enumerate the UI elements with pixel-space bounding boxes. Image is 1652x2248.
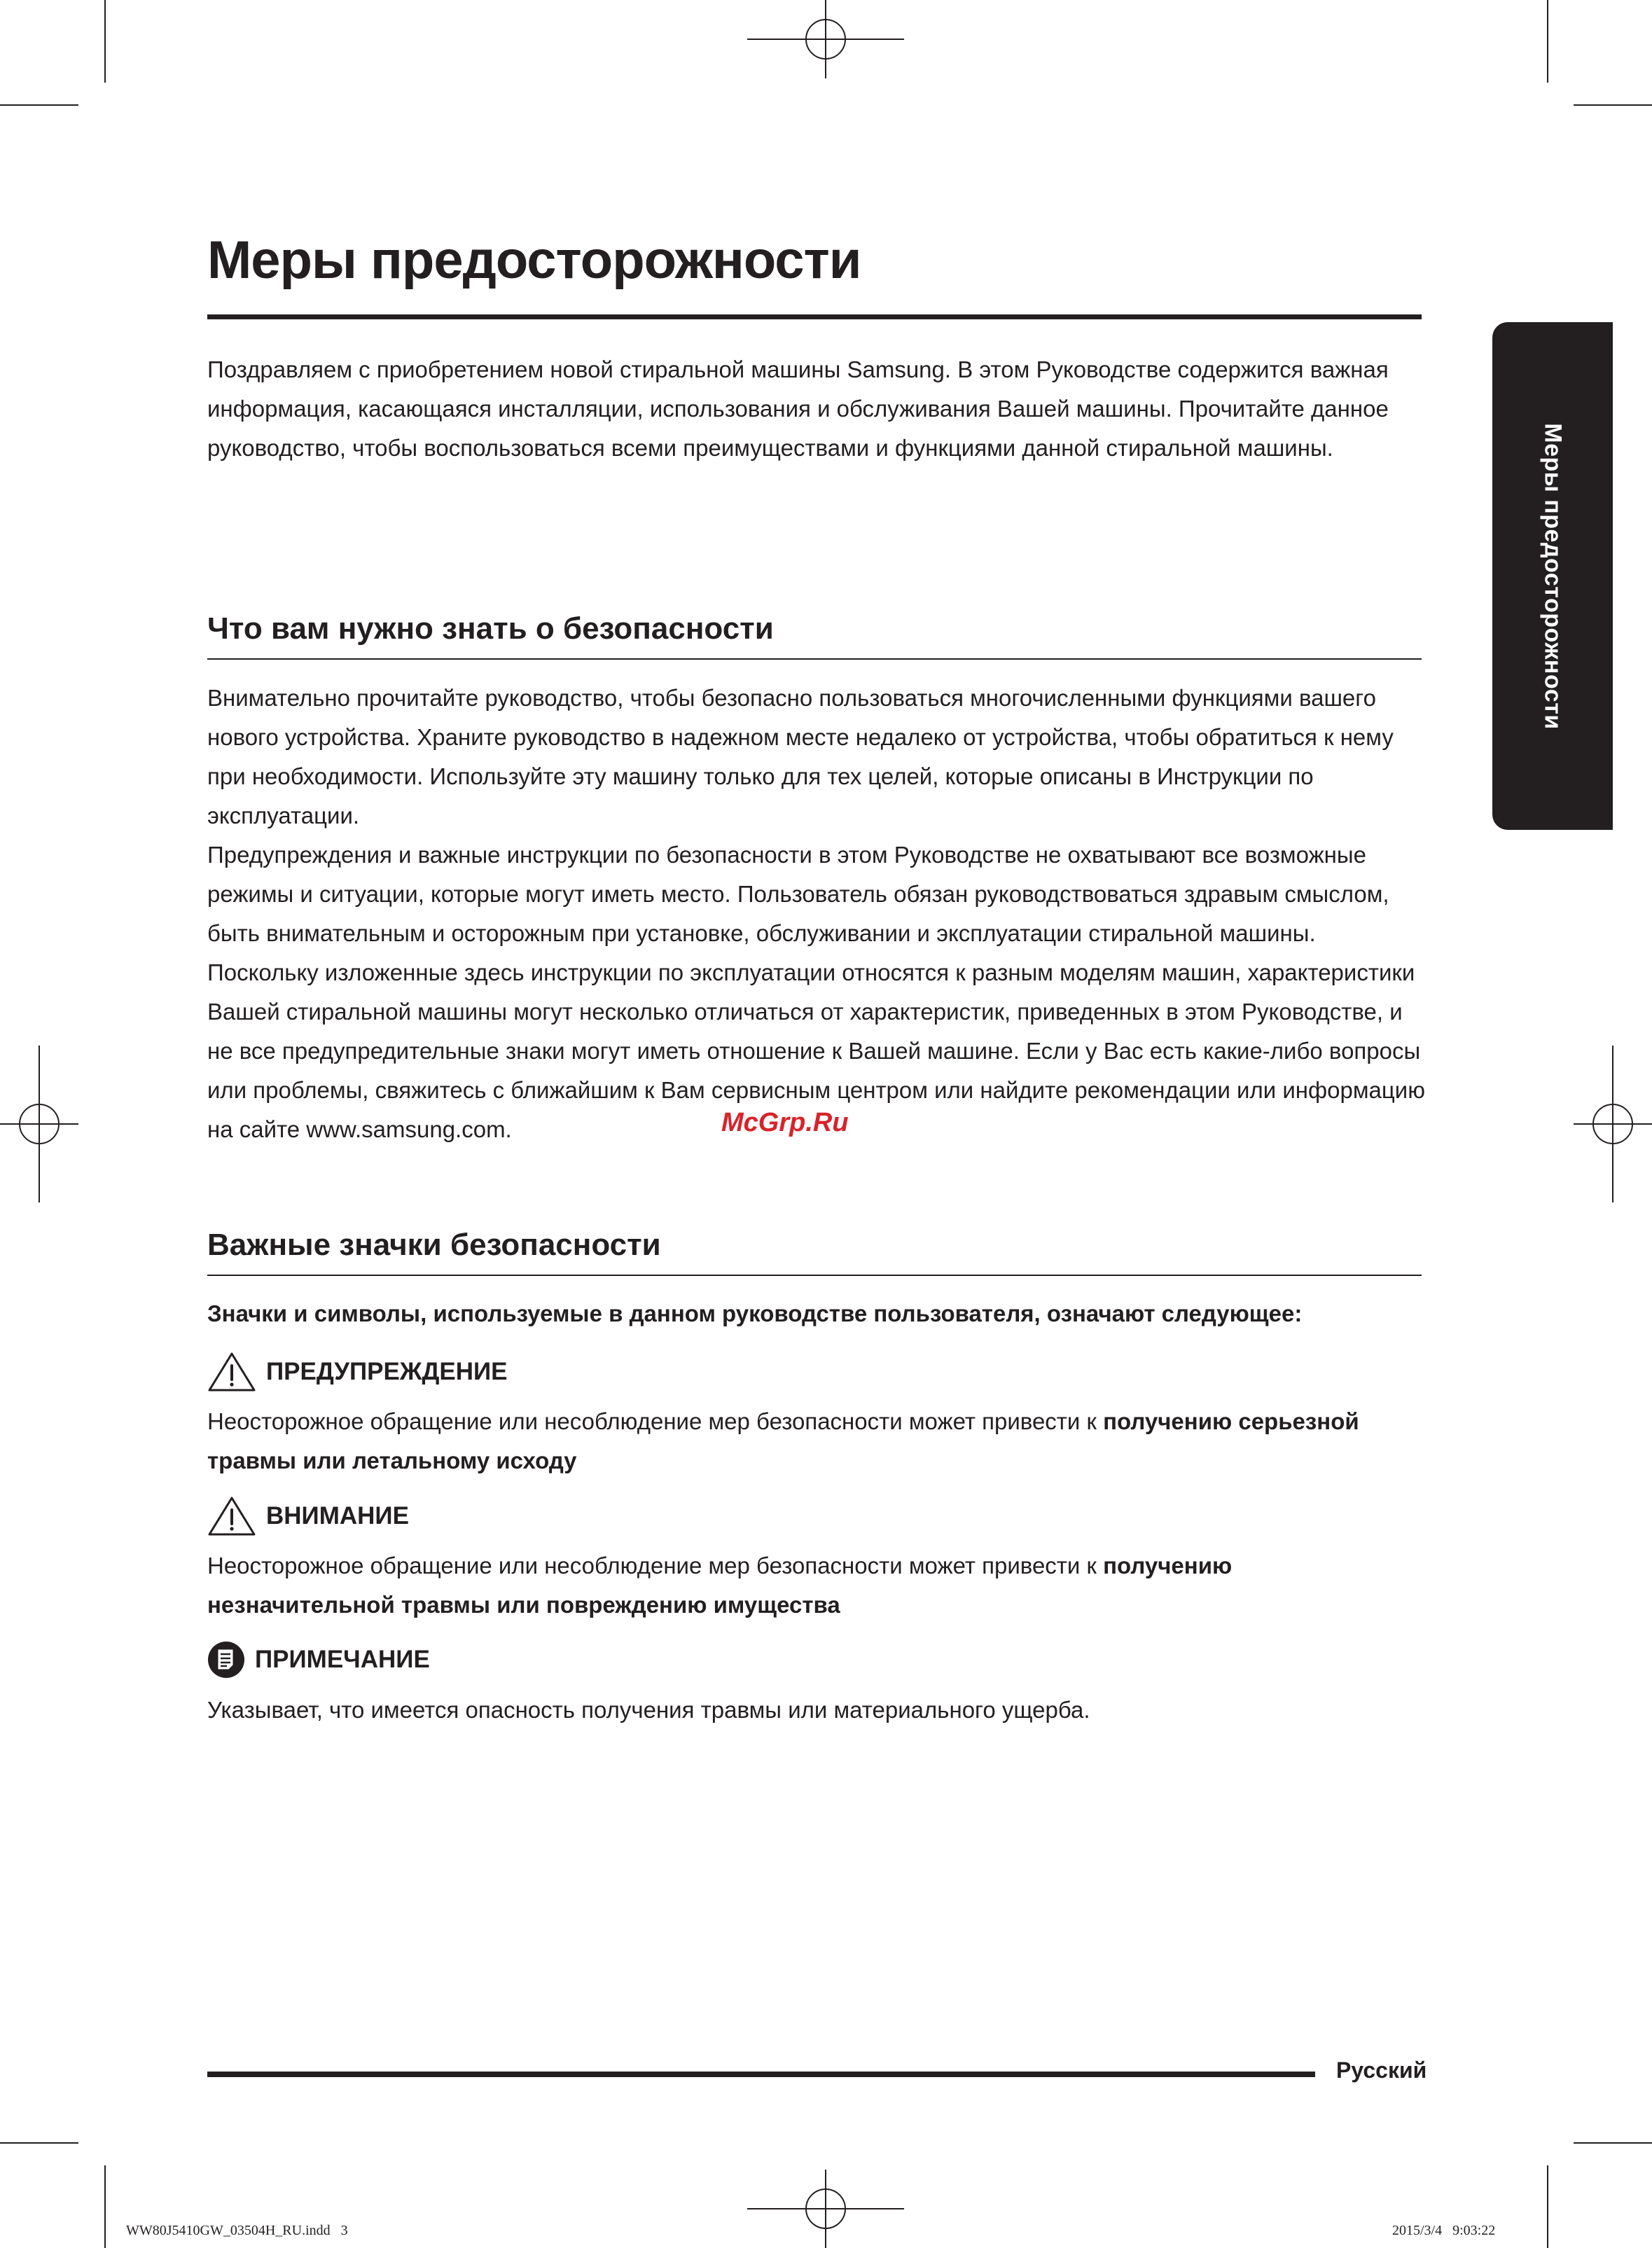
caution-text-regular: Неосторожное обращение или несоблюдение мер безопасности может привести к (207, 1553, 1104, 1579)
safety-body (207, 679, 1426, 1149)
print-slug-timestamp: 2015/3/4 9:03:22 (1392, 2223, 1496, 2238)
note-label: ПРИМЕЧАНИЕ (255, 1646, 430, 1673)
warning-label: ПРЕДУПРЕЖДЕНИЕ (266, 1358, 508, 1385)
warning-triangle-icon (207, 1352, 256, 1392)
warning-heading (207, 1352, 508, 1392)
safety-paragraph-1: Внимательно прочитайте руководство, чтобы безопасно пользоваться многочисленными функциями вашего нового устройства. Храните руководство в надежном месте недалеко от устройства, чтобы обратиться к нему при необходимости. Используйте эту машину только для тех целей, которые описаны в Инструкции по эксплуатации. (207, 685, 1394, 828)
caution-triangle-icon (207, 1496, 256, 1536)
note-heading (207, 1641, 430, 1679)
warning-text-regular: Неосторожное обращение или несоблюдение мер безопасности может привести к (207, 1408, 1104, 1434)
watermark: McGrp.Ru (721, 1108, 849, 1137)
section-heading-symbols: Важные значки безопасности (207, 1228, 661, 1262)
chapter-side-tab-label: Меры предосторожности (1539, 422, 1567, 730)
title-rule (207, 314, 1422, 319)
caution-text-bold: получению незначительной травмы или повреждению имущества (207, 1553, 1233, 1618)
safety-paragraph-3: Поскольку изложенные здесь инструкции по эксплуатации относятся к разным моделям машин, характеристики Вашей стиральной машины могут несколько отличаться от характеристик, приведенных в этом Руководстве, и не все предупредительные знаки могут иметь отношение к Вашей машине. Если у Вас есть какие-либо вопросы или проблемы, свяжитесь с ближайшим к Вам сервисным центром или найдите рекомендации или информацию на сайте www.samsung.com. (207, 959, 1425, 1142)
section-heading-safety: Что вам нужно знать о безопасности (207, 611, 774, 646)
footer-rule (207, 2072, 1315, 2077)
safety-paragraph-2: Предупреждения и важные инструкции по безопасности в этом Руководстве не охватывают все возможные режимы и ситуации, которые могут иметь место. Пользователь обязан руководствоваться здравым смыслом, быть внимательным и осторожным при установке, обслуживании и эксплуатации стиральной машины. (207, 842, 1389, 946)
footer-language: Русский (1336, 2058, 1427, 2083)
note-text: Указывает, что имеется опасность получения травмы или материального ущерба. (207, 1697, 1090, 1723)
chapter-side-tab (1492, 322, 1613, 830)
page-title: Меры предосторожности (207, 230, 861, 290)
section-rule (207, 658, 1422, 660)
intro-paragraph: Поздравляем с приобретением новой стиральной машины Samsung. В этом Руководстве содержится важная информация, касающаяся инсталляции, использования и обслуживания Вашей машины. Прочитайте данное руководство, чтобы воспользоваться всеми преимуществами и функциями данной стиральной машины. (207, 356, 1389, 461)
symbols-intro: Значки и символы, используемые в данном руководстве пользователя, означают следующее: (207, 1300, 1303, 1326)
caution-text (207, 1546, 1426, 1625)
section-rule (207, 1275, 1422, 1276)
caution-heading (207, 1496, 409, 1536)
caution-label: ВНИМАНИЕ (266, 1502, 409, 1529)
warning-text-bold: получению серьезной травмы или летальному исходу (207, 1408, 1359, 1473)
note-icon (207, 1641, 245, 1679)
warning-text (207, 1402, 1426, 1480)
print-slug-filename: WW80J5410GW_03504H_RU.indd 3 (126, 2223, 348, 2238)
